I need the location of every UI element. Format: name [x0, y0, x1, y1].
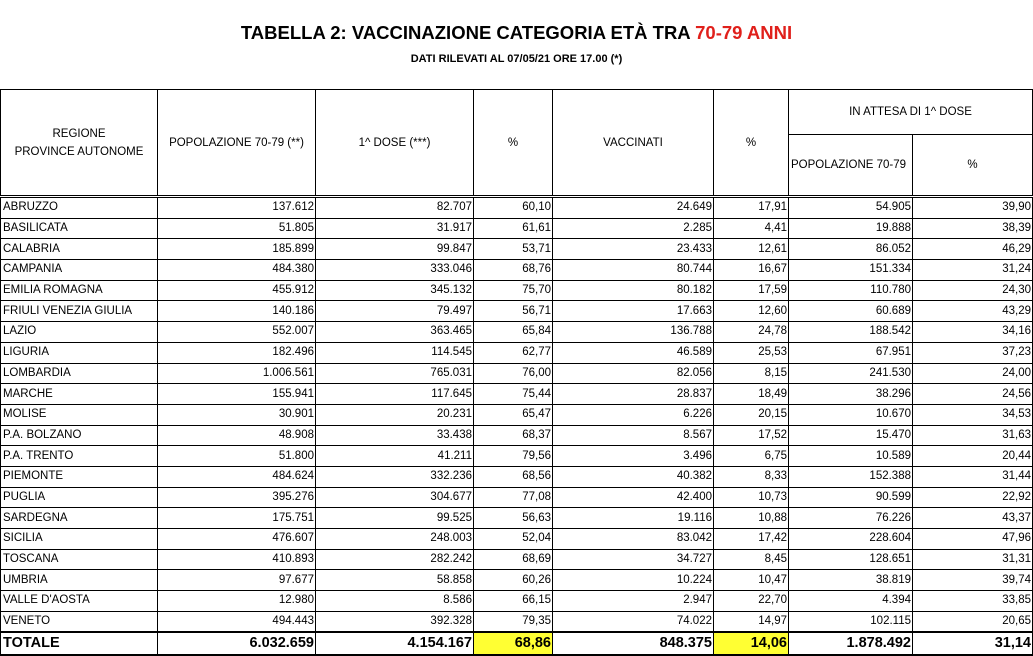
row-region: MOLISE — [1, 404, 158, 425]
row-region: MARCHE — [1, 384, 158, 405]
row-waiting-pct: 31,63 — [913, 425, 1033, 446]
table-row — [1, 508, 1033, 529]
table-row — [1, 384, 1033, 405]
row-region: FRIULI VENEZIA GIULIA — [1, 301, 158, 322]
total-first-dose: 4.154.167 — [316, 632, 474, 655]
total-waiting-pct: 31,14 — [913, 632, 1033, 655]
row-waiting-pct: 43,37 — [913, 508, 1033, 529]
row-vaccinated: 3.496 — [553, 446, 714, 467]
total-pct-first-dose: 68,86 — [474, 632, 553, 655]
row-first-dose: 20.231 — [316, 404, 474, 425]
header-waiting-population: POPOLAZIONE 70-79 — [789, 135, 913, 197]
row-waiting-pct: 33,85 — [913, 591, 1033, 612]
row-waiting-population: 38.819 — [789, 570, 913, 591]
page-subtitle: DATI RILEVATI AL 07/05/21 ORE 17.00 (*) — [410, 53, 623, 65]
row-first-dose: 282.242 — [316, 549, 474, 570]
header-waiting-group: IN ATTESA DI 1^ DOSE — [789, 90, 1033, 135]
row-waiting-population: 151.334 — [789, 260, 913, 281]
row-waiting-population: 128.651 — [789, 549, 913, 570]
row-waiting-population: 15.470 — [789, 425, 913, 446]
row-pct-first-dose: 77,08 — [474, 487, 553, 508]
row-first-dose: 363.465 — [316, 322, 474, 343]
row-population: 51.805 — [158, 218, 316, 239]
row-waiting-pct: 43,29 — [913, 301, 1033, 322]
row-region: LAZIO — [1, 322, 158, 343]
table-row — [1, 301, 1033, 322]
table-row — [1, 260, 1033, 281]
row-waiting-population: 10.589 — [789, 446, 913, 467]
row-population: 182.496 — [158, 342, 316, 363]
row-waiting-pct: 37,23 — [913, 342, 1033, 363]
row-waiting-population: 38.296 — [789, 384, 913, 405]
row-pct-first-dose: 66,15 — [474, 591, 553, 612]
row-pct-vaccinated: 17,42 — [714, 529, 789, 550]
row-vaccinated: 2.285 — [553, 218, 714, 239]
row-vaccinated: 80.182 — [553, 280, 714, 301]
row-first-dose: 333.046 — [316, 260, 474, 281]
row-first-dose: 41.211 — [316, 446, 474, 467]
row-waiting-pct: 46,29 — [913, 239, 1033, 260]
row-population: 97.677 — [158, 570, 316, 591]
table-row — [1, 425, 1033, 446]
header-pct-first-dose: % — [474, 90, 553, 197]
row-region: P.A. TRENTO — [1, 446, 158, 467]
row-region: TOSCANA — [1, 549, 158, 570]
row-waiting-pct: 22,92 — [913, 487, 1033, 508]
header-region-line1: REGIONE — [52, 127, 106, 140]
row-pct-vaccinated: 10,88 — [714, 508, 789, 529]
table-row — [1, 611, 1033, 632]
row-first-dose: 31.917 — [316, 218, 474, 239]
table-row — [1, 591, 1033, 612]
row-pct-vaccinated: 8,15 — [714, 363, 789, 384]
row-waiting-population: 188.542 — [789, 322, 913, 343]
table-header — [1, 90, 1033, 197]
row-population: 51.800 — [158, 446, 316, 467]
row-pct-vaccinated: 8,45 — [714, 549, 789, 570]
table-row — [1, 197, 1033, 219]
row-pct-vaccinated: 18,49 — [714, 384, 789, 405]
row-population: 137.612 — [158, 197, 316, 219]
row-population: 484.380 — [158, 260, 316, 281]
row-pct-first-dose: 65,84 — [474, 322, 553, 343]
row-waiting-pct: 20,44 — [913, 446, 1033, 467]
row-pct-first-dose: 62,77 — [474, 342, 553, 363]
row-pct-vaccinated: 25,53 — [714, 342, 789, 363]
table-body — [1, 197, 1033, 656]
row-waiting-pct: 31,24 — [913, 260, 1033, 281]
row-waiting-population: 54.905 — [789, 197, 913, 219]
row-population: 30.901 — [158, 404, 316, 425]
table-row — [1, 570, 1033, 591]
row-waiting-population: 19.888 — [789, 218, 913, 239]
row-vaccinated: 46.589 — [553, 342, 714, 363]
row-vaccinated: 24.649 — [553, 197, 714, 219]
header-pct-vaccinated: % — [714, 90, 789, 197]
row-waiting-pct: 20,65 — [913, 611, 1033, 632]
total-row — [1, 632, 1033, 655]
row-vaccinated: 28.837 — [553, 384, 714, 405]
row-pct-first-dose: 60,10 — [474, 197, 553, 219]
row-pct-vaccinated: 12,61 — [714, 239, 789, 260]
row-pct-first-dose: 68,69 — [474, 549, 553, 570]
row-first-dose: 33.438 — [316, 425, 474, 446]
row-vaccinated: 82.056 — [553, 363, 714, 384]
row-region: LIGURIA — [1, 342, 158, 363]
row-pct-first-dose: 53,71 — [474, 239, 553, 260]
row-pct-vaccinated: 20,15 — [714, 404, 789, 425]
row-waiting-pct: 38,39 — [913, 218, 1033, 239]
row-waiting-population: 86.052 — [789, 239, 913, 260]
row-region: P.A. BOLZANO — [1, 425, 158, 446]
row-pct-vaccinated: 4,41 — [714, 218, 789, 239]
row-first-dose: 392.328 — [316, 611, 474, 632]
table-row — [1, 487, 1033, 508]
row-pct-first-dose: 60,26 — [474, 570, 553, 591]
row-pct-vaccinated: 6,75 — [714, 446, 789, 467]
row-waiting-population: 4.394 — [789, 591, 913, 612]
table-row — [1, 342, 1033, 363]
row-waiting-pct: 31,44 — [913, 466, 1033, 487]
row-region: SICILIA — [1, 529, 158, 550]
row-waiting-population: 241.530 — [789, 363, 913, 384]
row-region: EMILIA ROMAGNA — [1, 280, 158, 301]
table-row — [1, 404, 1033, 425]
row-first-dose: 79.497 — [316, 301, 474, 322]
row-population: 455.912 — [158, 280, 316, 301]
row-pct-first-dose: 61,61 — [474, 218, 553, 239]
row-waiting-pct: 31,31 — [913, 549, 1033, 570]
row-vaccinated: 2.947 — [553, 591, 714, 612]
row-waiting-population: 90.599 — [789, 487, 913, 508]
row-waiting-pct: 24,30 — [913, 280, 1033, 301]
row-waiting-pct: 34,16 — [913, 322, 1033, 343]
row-pct-vaccinated: 22,70 — [714, 591, 789, 612]
row-vaccinated: 10.224 — [553, 570, 714, 591]
row-population: 12.980 — [158, 591, 316, 612]
row-first-dose: 304.677 — [316, 487, 474, 508]
row-waiting-pct: 24,00 — [913, 363, 1033, 384]
row-region: UMBRIA — [1, 570, 158, 591]
row-waiting-pct: 24,56 — [913, 384, 1033, 405]
row-pct-vaccinated: 14,97 — [714, 611, 789, 632]
page-title — [0, 22, 1033, 44]
header-vaccinated: VACCINATI — [553, 90, 714, 197]
row-population: 476.607 — [158, 529, 316, 550]
row-first-dose: 99.847 — [316, 239, 474, 260]
row-first-dose: 58.858 — [316, 570, 474, 591]
table-row — [1, 363, 1033, 384]
row-population: 1.006.561 — [158, 363, 316, 384]
row-waiting-population: 76.226 — [789, 508, 913, 529]
row-population: 484.624 — [158, 466, 316, 487]
row-vaccinated: 23.433 — [553, 239, 714, 260]
row-waiting-population: 67.951 — [789, 342, 913, 363]
table-row — [1, 218, 1033, 239]
row-pct-vaccinated: 17,91 — [714, 197, 789, 219]
row-first-dose: 345.132 — [316, 280, 474, 301]
row-region: LOMBARDIA — [1, 363, 158, 384]
row-waiting-pct: 34,53 — [913, 404, 1033, 425]
row-vaccinated: 6.226 — [553, 404, 714, 425]
row-vaccinated: 42.400 — [553, 487, 714, 508]
header-waiting-pct: % — [913, 135, 1033, 197]
row-population: 410.893 — [158, 549, 316, 570]
header-first-dose: 1^ DOSE (***) — [316, 90, 474, 197]
row-pct-first-dose: 79,35 — [474, 611, 553, 632]
row-first-dose: 99.525 — [316, 508, 474, 529]
row-waiting-population: 102.115 — [789, 611, 913, 632]
row-waiting-population: 10.670 — [789, 404, 913, 425]
row-first-dose: 248.003 — [316, 529, 474, 550]
title-highlight: 70-79 ANNI — [695, 22, 793, 43]
title-prefix: TABELLA 2: VACCINAZIONE CATEGORIA ETÀ TRA — [240, 22, 696, 43]
row-region: BASILICATA — [1, 218, 158, 239]
row-pct-vaccinated: 16,67 — [714, 260, 789, 281]
row-region: SARDEGNA — [1, 508, 158, 529]
row-region: CALABRIA — [1, 239, 158, 260]
row-vaccinated: 80.744 — [553, 260, 714, 281]
row-population: 395.276 — [158, 487, 316, 508]
row-pct-vaccinated: 12,60 — [714, 301, 789, 322]
row-region: PUGLIA — [1, 487, 158, 508]
row-population: 140.186 — [158, 301, 316, 322]
row-pct-vaccinated: 24,78 — [714, 322, 789, 343]
row-region: ABRUZZO — [1, 197, 158, 219]
row-pct-first-dose: 79,56 — [474, 446, 553, 467]
row-waiting-pct: 39,90 — [913, 197, 1033, 219]
row-vaccinated: 19.116 — [553, 508, 714, 529]
table-row — [1, 446, 1033, 467]
row-pct-first-dose: 68,37 — [474, 425, 553, 446]
row-pct-first-dose: 65,47 — [474, 404, 553, 425]
total-vaccinated: 848.375 — [553, 632, 714, 655]
table-row — [1, 322, 1033, 343]
row-pct-vaccinated: 17,59 — [714, 280, 789, 301]
row-population: 185.899 — [158, 239, 316, 260]
row-vaccinated: 8.567 — [553, 425, 714, 446]
row-first-dose: 82.707 — [316, 197, 474, 219]
table-row — [1, 280, 1033, 301]
header-region-line2: PROVINCE AUTONOME — [14, 145, 144, 158]
row-population: 552.007 — [158, 322, 316, 343]
row-population: 175.751 — [158, 508, 316, 529]
row-vaccinated: 83.042 — [553, 529, 714, 550]
row-pct-first-dose: 75,70 — [474, 280, 553, 301]
row-vaccinated: 40.382 — [553, 466, 714, 487]
total-pct-vaccinated: 14,06 — [714, 632, 789, 655]
row-region: VENETO — [1, 611, 158, 632]
row-pct-vaccinated: 17,52 — [714, 425, 789, 446]
row-population: 155.941 — [158, 384, 316, 405]
row-waiting-population: 60.689 — [789, 301, 913, 322]
row-population: 494.443 — [158, 611, 316, 632]
row-region: VALLE D'AOSTA — [1, 591, 158, 612]
table-row — [1, 239, 1033, 260]
row-pct-vaccinated: 10,47 — [714, 570, 789, 591]
row-pct-vaccinated: 10,73 — [714, 487, 789, 508]
total-label: TOTALE — [1, 632, 158, 655]
row-vaccinated: 74.022 — [553, 611, 714, 632]
row-pct-vaccinated: 8,33 — [714, 466, 789, 487]
row-waiting-population: 228.604 — [789, 529, 913, 550]
row-first-dose: 114.545 — [316, 342, 474, 363]
table-row — [1, 529, 1033, 550]
row-pct-first-dose: 75,44 — [474, 384, 553, 405]
row-waiting-population: 152.388 — [789, 466, 913, 487]
row-region: CAMPANIA — [1, 260, 158, 281]
header-region — [1, 90, 158, 197]
row-waiting-population: 110.780 — [789, 280, 913, 301]
row-first-dose: 765.031 — [316, 363, 474, 384]
table-row — [1, 549, 1033, 570]
total-waiting-population: 1.878.492 — [789, 632, 913, 655]
row-pct-first-dose: 56,71 — [474, 301, 553, 322]
row-waiting-pct: 47,96 — [913, 529, 1033, 550]
row-pct-first-dose: 56,63 — [474, 508, 553, 529]
table-row — [1, 466, 1033, 487]
row-first-dose: 332.236 — [316, 466, 474, 487]
row-vaccinated: 34.727 — [553, 549, 714, 570]
vaccination-table — [0, 89, 1033, 656]
row-vaccinated: 17.663 — [553, 301, 714, 322]
row-population: 48.908 — [158, 425, 316, 446]
row-region: PIEMONTE — [1, 466, 158, 487]
row-vaccinated: 136.788 — [553, 322, 714, 343]
row-pct-first-dose: 68,56 — [474, 466, 553, 487]
total-population: 6.032.659 — [158, 632, 316, 655]
row-first-dose: 117.645 — [316, 384, 474, 405]
row-pct-first-dose: 76,00 — [474, 363, 553, 384]
row-pct-first-dose: 52,04 — [474, 529, 553, 550]
row-first-dose: 8.586 — [316, 591, 474, 612]
header-population: POPOLAZIONE 70-79 (**) — [158, 90, 316, 197]
row-pct-first-dose: 68,76 — [474, 260, 553, 281]
row-waiting-pct: 39,74 — [913, 570, 1033, 591]
